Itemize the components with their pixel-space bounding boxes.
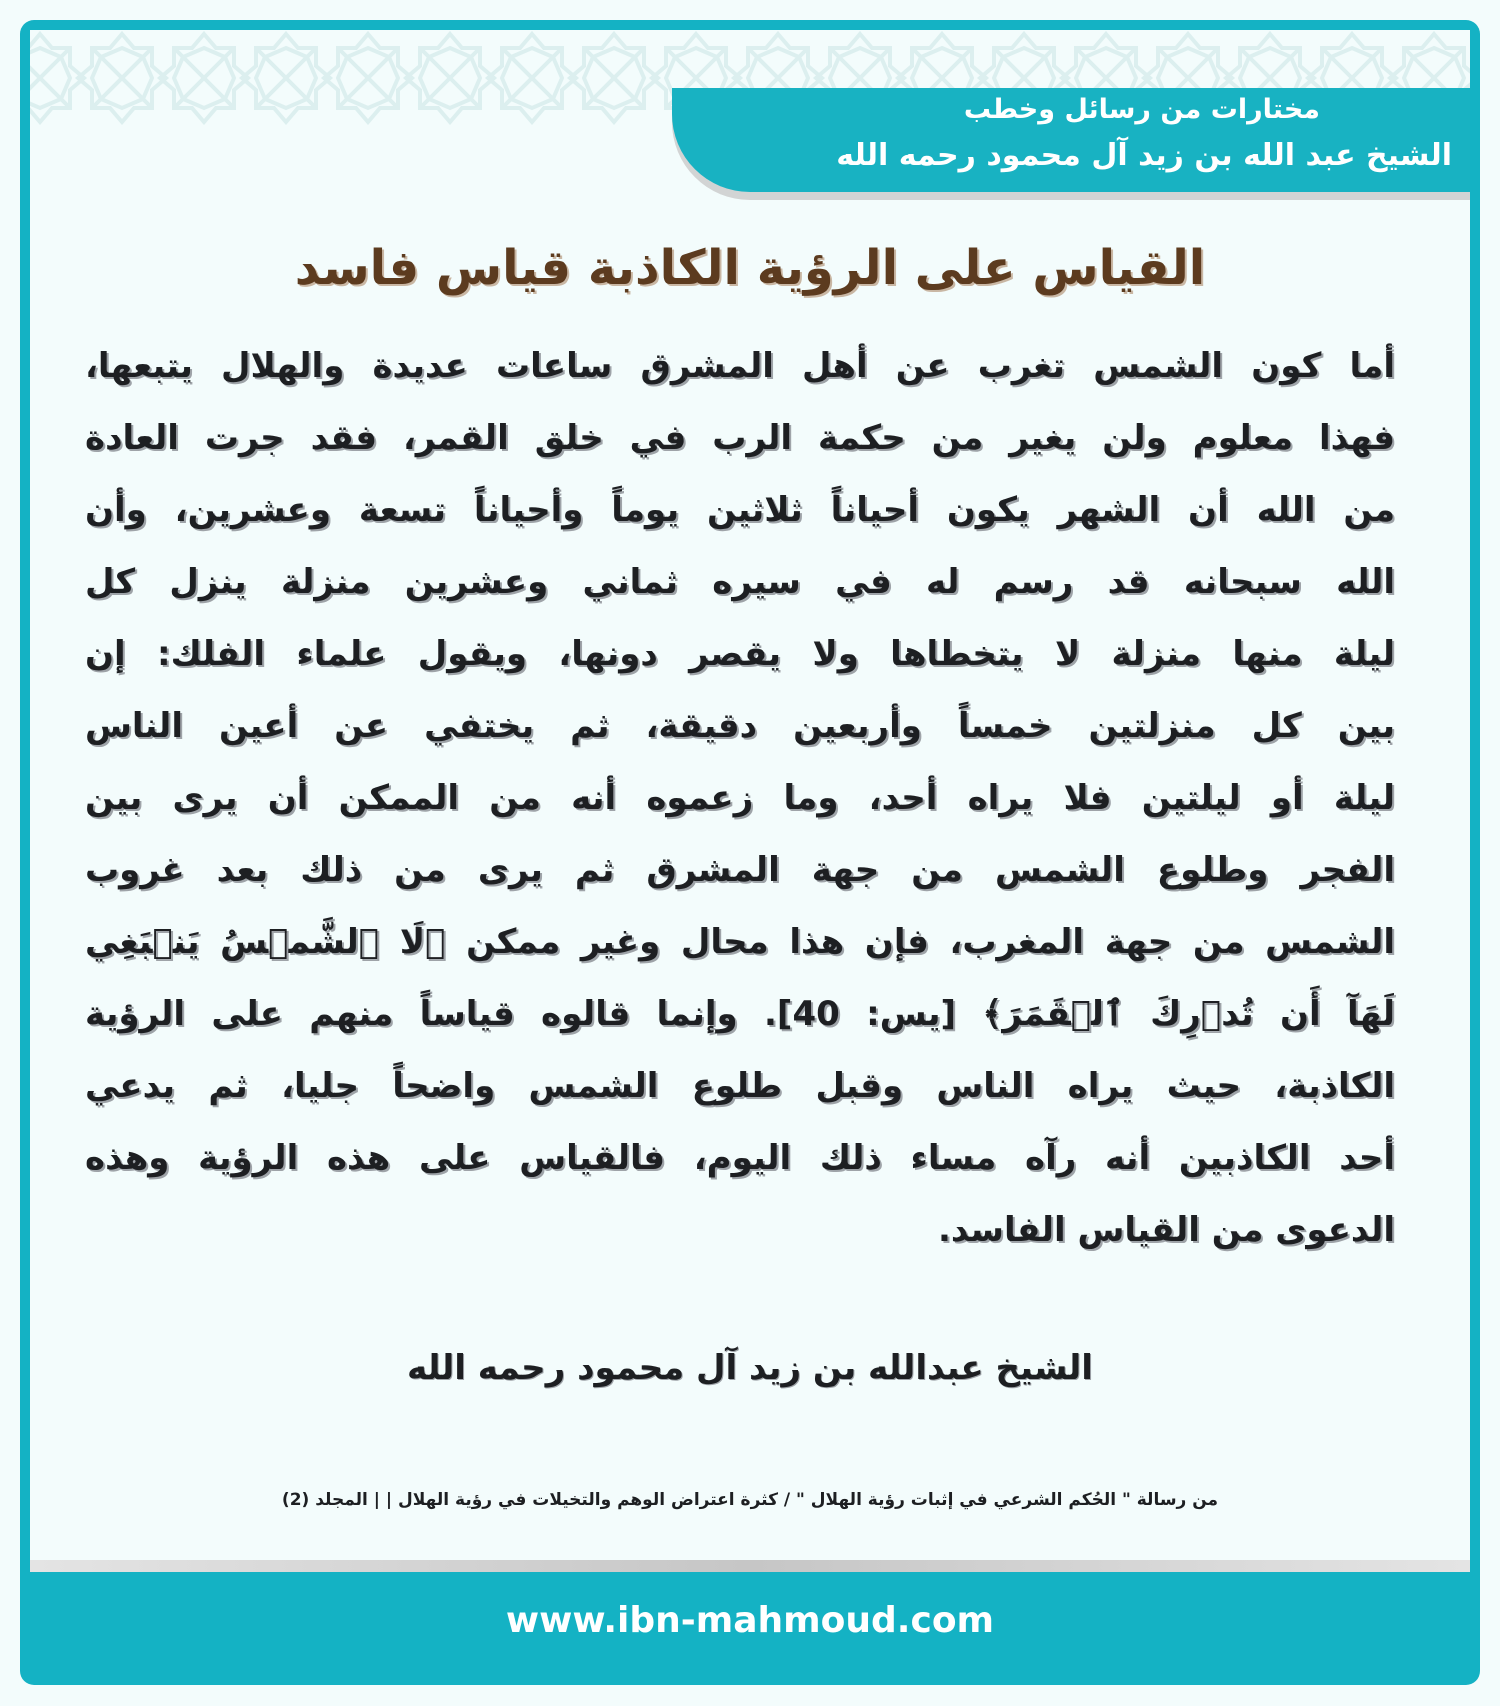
body-line: الله سبحانه قد رسم له في سيره ثماني وعشرين منزلة ينزل كل (85, 562, 1395, 602)
body-line: ليلة منها منزلة لا يتخطاها ولا يقصر دونها، ويقول علماء الفلك: إن (85, 634, 1395, 674)
banner-series-title: مختارات من رسائل وخطب (963, 94, 1320, 125)
pattern-star (242, 34, 330, 122)
pattern-star (406, 34, 494, 122)
pattern-star (78, 34, 166, 122)
body-line: الشمس من جهة المغرب، فإن هذا محال وغير ممكن ﴿لَا ٱلشَّمۡسُ يَنۢبَغِي (85, 922, 1395, 962)
footer-divider (30, 1560, 1470, 1572)
article-title: القياس على الرؤية الكاذبة قياس فاسد (294, 240, 1206, 296)
body-line: أحد الكاذبين أنه رآه مساء ذلك اليوم، فالقياس على هذه الرؤية وهذه (85, 1138, 1395, 1178)
author-signature: الشيخ عبدالله بن زيد آل محمود رحمه الله (407, 1348, 1093, 1388)
pattern-star (324, 34, 412, 122)
source-citation: من رسالة " الحُكم الشرعي في إثبات رؤية الهلال " / كثرة اعتراض الوهم والتخيلات في رؤية الهلال | | المجلد (2) (281, 1490, 1219, 1510)
header-banner (672, 88, 1470, 192)
body-line: أما كون الشمس تغرب عن أهل المشرق ساعات عديدة والهلال يتبعها، (85, 346, 1395, 386)
body-line: الفجر وطلوع الشمس من جهة المشرق ثم يرى من ذلك بعد غروب (85, 850, 1395, 890)
body-line: ليلة أو ليلتين فلا يراه أحد، وما زعموه أنه من الممكن أن يرى بين (85, 778, 1395, 818)
pattern-star (488, 34, 576, 122)
body-line: الدعوى من القياس الفاسد. (937, 1210, 1395, 1250)
article-body (85, 330, 1395, 1266)
body-line: فهذا معلوم ولن يغير من حكمة الرب في خلق القمر، فقد جرت العادة (85, 418, 1395, 458)
body-line: بين كل منزلتين خمساً وأربعين دقيقة، ثم يختفي عن أعين الناس (85, 706, 1395, 746)
pattern-star (160, 34, 248, 122)
body-line: الكاذبة، حيث يراه الناس وقبل طلوع الشمس واضحاً جليا، ثم يدعي (85, 1066, 1395, 1106)
footer-website-link[interactable]: www.ibn-mahmoud.com (505, 1600, 995, 1641)
body-line: لَهَآ أَن تُدۡرِكَ ٱلۡقَمَرَ﴾ [يس: 40]. وإنما قالوه قياساً منهم على الرؤية (85, 994, 1395, 1034)
body-line: من الله أن الشهر يكون أحياناً ثلاثين يوماً وأحياناً تسعة وعشرين، وأن (85, 490, 1395, 530)
banner-author-name: الشيخ عبد الله بن زيد آل محمود رحمه الله (836, 138, 1452, 173)
content-panel (30, 30, 1470, 1560)
pattern-star (570, 34, 658, 122)
